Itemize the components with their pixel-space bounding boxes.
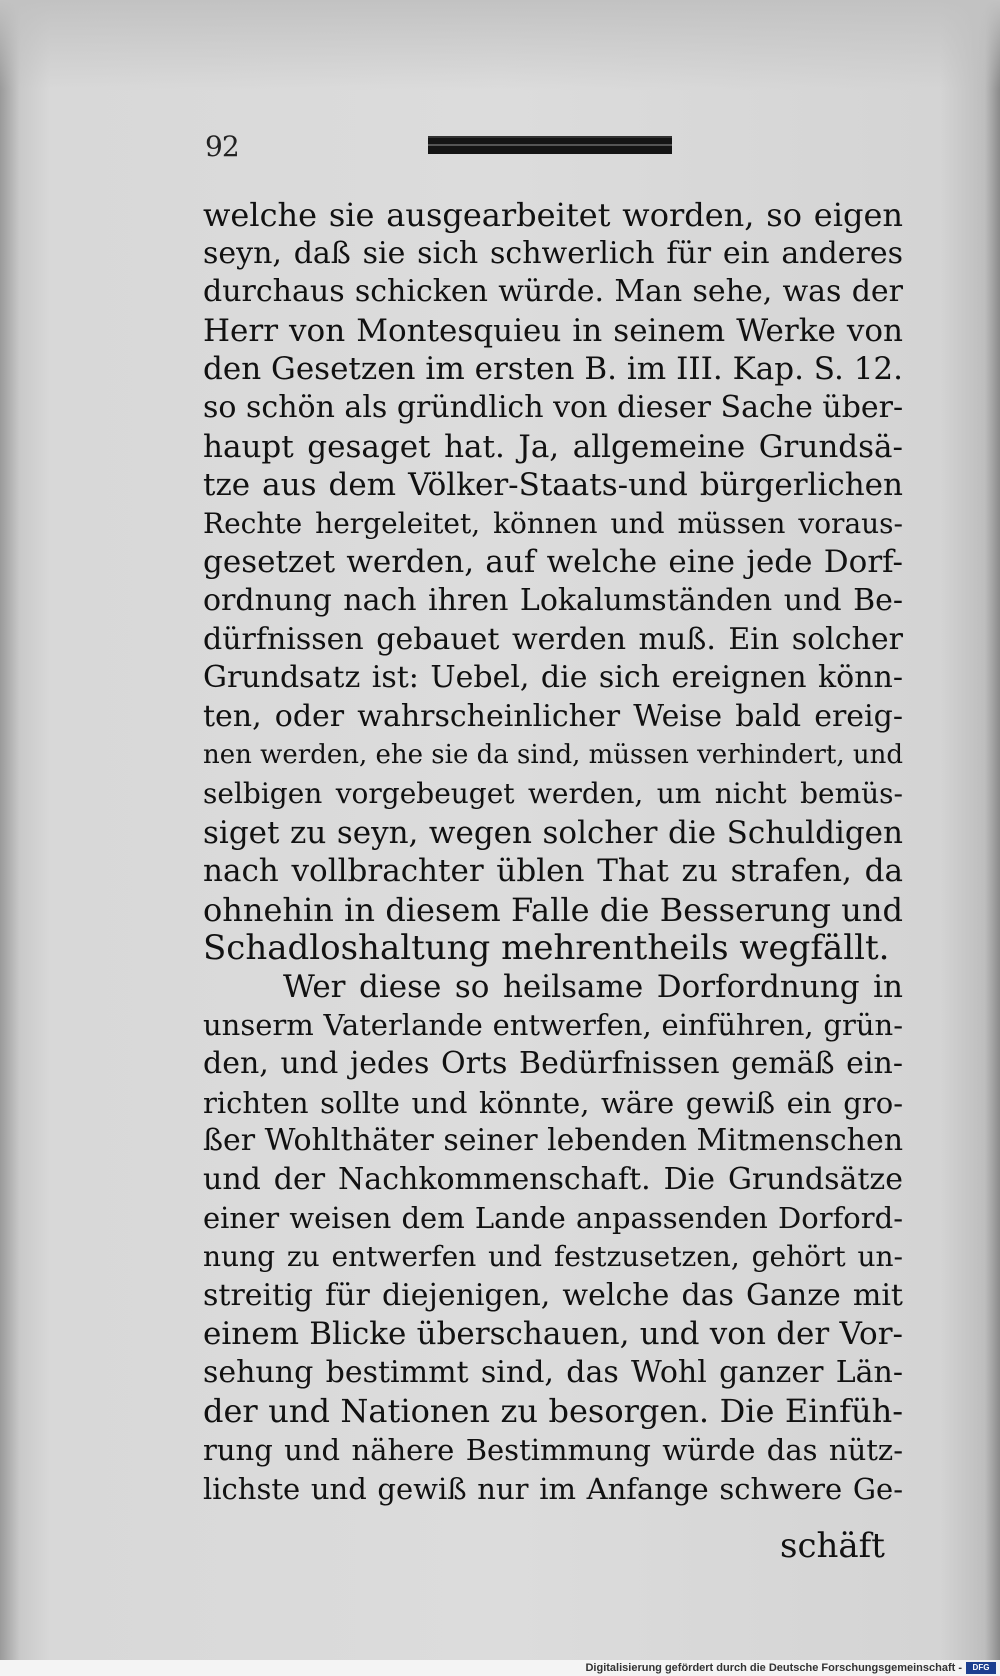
text-line: so schön als gründlich von dieser Sache über- xyxy=(203,389,903,425)
text-line: dürfnissen gebauet werden muß. Ein solcher xyxy=(203,621,903,657)
text-line: streitig für diejenigen, welche das Ganze mit xyxy=(203,1277,903,1313)
text-line: selbigen vorgebeuget werden, um nicht bemüs- xyxy=(203,776,903,810)
text-line: tze aus dem Völker-Staats-und bürgerlichen xyxy=(203,467,903,504)
text-line: den Gesetzen im ersten B. im III. Kap. S. 12. xyxy=(203,351,903,388)
text-line: ßer Wohlthäter seiner lebenden Mitmenschen xyxy=(203,1123,903,1159)
text-line: Rechte hergeleitet, können und müssen voraus- xyxy=(203,506,903,540)
header-rule xyxy=(428,136,672,154)
text-line: lichste und gewiß nur im Anfange schwere Ge- xyxy=(203,1471,903,1506)
funding-note: Digitalisierung gefördert durch die Deutsche Forschungsgemeinschaft - xyxy=(585,1662,962,1674)
text-line: richten sollte und könnte, wäre gewiß ein gro- xyxy=(203,1085,903,1120)
text-line: und der Nachkommenschaft. Die Grundsätze xyxy=(203,1161,903,1197)
text-line: seyn, daß sie sich schwerlich für ein anderes xyxy=(203,235,903,271)
text-line: Grundsatz ist: Uebel, die sich ereignen könn- xyxy=(203,660,903,696)
dfg-logo-icon: DFG xyxy=(966,1662,996,1674)
text-line: nach vollbrachter üblen That zu strafen, da xyxy=(203,853,903,890)
text-line: ohnehin in diesem Falle die Besserung und xyxy=(203,890,903,929)
text-line: ten, oder wahrscheinlicher Weise bald ereig- xyxy=(203,698,903,734)
catchword: schäft xyxy=(780,1526,885,1566)
text-line: einer weisen dem Lande anpassenden Dorford- xyxy=(203,1201,903,1236)
text-line: nen werden, ehe sie da sind, müssen verhindert, und xyxy=(203,740,903,771)
body-text xyxy=(203,196,903,1508)
footer-bar xyxy=(0,1660,1000,1676)
text-line: Schadloshaltung mehrentheils wegfällt. xyxy=(203,929,890,968)
page-number: 92 xyxy=(205,130,239,163)
text-line: unserm Vaterlande entwerfen, einführen, grün- xyxy=(203,1008,903,1043)
text-line: nung zu entwerfen und festzusetzen, gehört un- xyxy=(203,1240,903,1274)
text-line: gesetzet werden, auf welche eine jede Dorf- xyxy=(203,544,903,581)
text-line: Herr von Montesquieu in seinem Werke von xyxy=(203,312,903,349)
text-line: den, und jedes Orts Bedürfnissen gemäß ein- xyxy=(203,1046,903,1082)
text-line: ordnung nach ihren Lokalumständen und Be- xyxy=(203,582,903,618)
text-line: haupt gesaget hat. Ja, allgemeine Grundsä- xyxy=(203,428,903,465)
text-line: sehung bestimmt sind, das Wohl ganzer Län- xyxy=(203,1354,903,1390)
text-line: einem Blicke überschauen, und von der Vor- xyxy=(203,1316,903,1353)
text-line: der und Nationen zu besorgen. Die Einfüh- xyxy=(203,1392,903,1431)
text-line: siget zu seyn, wegen solcher die Schuldigen xyxy=(203,814,903,851)
text-line: rung und nähere Bestimmung würde das nütz- xyxy=(203,1433,903,1467)
text-line: welche sie ausgearbeitet worden, so eigen xyxy=(203,196,903,234)
text-line: durchaus schicken würde. Man sehe, was der xyxy=(203,274,903,310)
text-line: Wer diese so heilsame Dorfordnung in xyxy=(283,968,903,1005)
